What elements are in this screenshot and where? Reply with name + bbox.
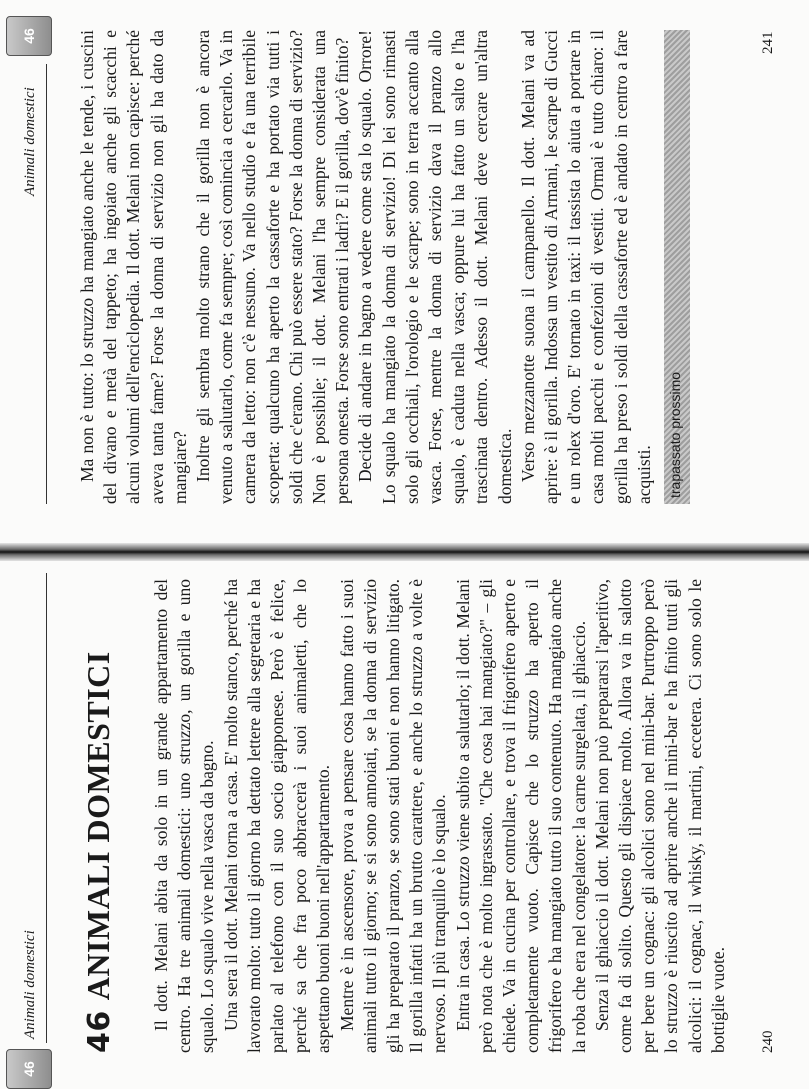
header-rule (46, 64, 47, 504)
paragraph: Ma non è tutto: lo struzzo ha mangiato anche le tende, i cuscini del divano e metà del tappeto; ha ingoiato anche gli scacchi e alcuni volumi dell'enciclopedia. Il dott. Melani non capisce: perché aveva tanta fame? Forse la donna di servizio non gli ha dato da mangiare? (77, 30, 190, 504)
left-body-text (150, 579, 730, 1053)
left-page (0, 559, 809, 1089)
right-body-text (76, 30, 656, 504)
paragraph: Senza il ghiaccio il dott. Melani non può prepararsi l'aperitivo, come fa di solito. Questo gli dispiace molto. Allora va in salotto per bere un cognac: gli alcolici sono nel mini-bar. Purtroppo però lo struzzo è riuscito ad aprire anche il mini-bar e ha finito tutti gli alcolici: il cognac, il whisky, il martini, eccetera. Ci sono solo le bottiglie vuote. (591, 579, 728, 1053)
chapter-title (80, 573, 117, 1053)
paragraph: Mentre è in ascensore, prova a pensare cosa hanno fatto i suoi animali tutto il giorno; se si sono annoiati, se la donna di servizio gli ha preparato il pranzo, se sono stati buoni e non hanno litigato. Il gorilla infatti ha un brutto carattere, e anche lo struzzo a volte è nervoso. Il più tranquillo è lo squalo. (336, 579, 450, 1053)
chapter-tab-number: 46 (21, 28, 37, 44)
grammar-label-box (664, 30, 690, 504)
paragraph: Inoltre gli sembra molto strano che il gorilla non è ancora venuto a salutarlo, come fa sempre; così comincia a cercarlo. Va in camera da letto: non c'è nessuno. Va nello studio e fa una terribile scoperta: qualcuno ha aperto la cassaforte e ha portato via tutti i soldi che c'erano. Chi può essere stato? Forse la donna di servizio? Non è possibile; il dott. Melani l'ha sempre considerata una persona onesta. Forse sono entrati i ladri? E il gorilla, dov'è finito? (193, 30, 353, 504)
paragraph: Il dott. Melani abita da solo in un grande appartamento del centro. Ha tre animali domestici: uno struzzo, un gorilla e uno squalo. Lo squalo vive nella vasca da bagno. (151, 579, 218, 1053)
running-head: Animali domestici (22, 87, 38, 196)
grammar-label: trapassato prossimo (667, 371, 683, 498)
paragraph: Decide di andare in bagno a vedere come sta lo squalo. Orrore! Lo squalo ha mangiato la donna di servizio! Di lei sono rimasti solo gli occhiali, l'orologio e le scarpe; sono in terra accanto alla vasca. Forse, mentre la donna di servizio dava il pranzo allo squalo, è caduta nella vasca; oppure lui ha fatto un salto e l'ha trascinata dentro. Adesso il dott. Melani deve cercare un'altra domestica. (355, 30, 515, 504)
chapter-tab (6, 16, 52, 56)
chapter-number: 46 (82, 1010, 117, 1053)
chapter-title-text: ANIMALI DOMESTICI (80, 651, 116, 1001)
chapter-tab (6, 1049, 52, 1089)
running-head: Animali domestici (22, 930, 38, 1039)
book-gutter (0, 543, 809, 561)
page-number: 240 (760, 1030, 776, 1053)
chapter-tab-number: 46 (21, 1061, 37, 1077)
page-number: 241 (760, 31, 776, 54)
right-page (0, 4, 809, 534)
header-rule (46, 573, 47, 1043)
paragraph: Entra in casa. Lo struzzo viene subito a salutarlo; il dott. Melani però nota che è molto ingrassato. "Che cosa hai mangiato?" – gli chiede. Va in cucina per controllare, e trova il frigorifero aperto e completamente vuoto. Capisce che lo struzzo ha aperto il frigorifero e ha mangiato tutto il suo contenuto. Ha mangiato anche la roba che era nel congelatore: la carne surgelata, il ghiaccio. (452, 579, 589, 1053)
paragraph: Verso mezzanotte suona il campanello. Il dott. Melani va ad aprire: è il gorilla. Indossa un vestito di Armani, le scarpe di Gucci e un rolex d'oro. E' tornato in taxi: il tassista lo aiuta a portare in casa molti pacchi e confezioni di vestiti. Ormai è tutto chiaro: il gorilla ha preso i soldi della cassaforte ed è andato in centro a fare acquisti. (517, 30, 654, 504)
paragraph: Una sera il dott. Melani torna a casa. E' molto stanco, perché ha lavorato molto: tutto il giorno ha dettato lettere alla segretaria e ha parlato al telefono con il suo socio giapponese. Però è felice, perché sa che fra poco abbraccerà i suoi animaletti, che lo aspettano buoni buoni nell'appartamento. (220, 579, 334, 1053)
